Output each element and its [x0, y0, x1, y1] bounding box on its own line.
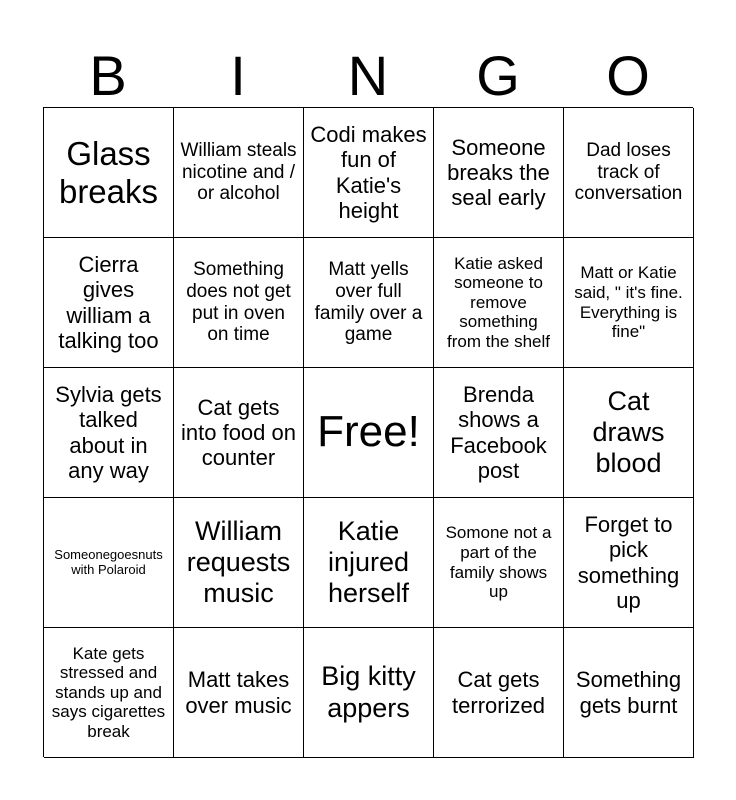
bingo-cell: Matt takes over music [174, 628, 304, 758]
bingo-cell: Big kitty appers [304, 628, 434, 758]
header-letter-b: B [89, 44, 127, 107]
header-letter-i: I [230, 44, 246, 107]
bingo-cell: Katie asked someone to remove something from the shelf [434, 238, 564, 368]
bingo-cell: Forget to pick something up [564, 498, 694, 628]
bingo-cell: Kate gets stressed and stands up and says cigarettes break [44, 628, 174, 758]
bingo-cell: Cat draws blood [564, 368, 694, 498]
header-letter-g: G [476, 44, 520, 107]
header-letter-n: N [347, 44, 389, 107]
bingo-cell: Glass breaks [44, 108, 174, 238]
bingo-cell: Brenda shows a Facebook post [434, 368, 564, 498]
bingo-cell: Something does not get put in oven on time [174, 238, 304, 368]
bingo-cell: Cierra gives william a talking too [44, 238, 174, 368]
bingo-cell: Matt or Katie said, " it's fine. Everything is fine" [564, 238, 694, 368]
bingo-cell: Dad loses track of conversation [564, 108, 694, 238]
header-letter-o: O [606, 44, 650, 107]
bingo-cell: Someonegoesnuts with Polaroid [44, 498, 174, 628]
bingo-cell: William requests music [174, 498, 304, 628]
bingo-header [43, 45, 693, 107]
bingo-cell: Someone breaks the seal early [434, 108, 564, 238]
bingo-cell: Cat gets into food on counter [174, 368, 304, 498]
bingo-cell: Matt yells over full family over a game [304, 238, 434, 368]
bingo-board [43, 107, 693, 757]
bingo-cell: Katie injured herself [304, 498, 434, 628]
bingo-cell: William steals nicotine and / or alcohol [174, 108, 304, 238]
bingo-cell: Cat gets terrorized [434, 628, 564, 758]
bingo-cell: Codi makes fun of Katie's height [304, 108, 434, 238]
bingo-cell: Something gets burnt [564, 628, 694, 758]
bingo-cell: Sylvia gets talked about in any way [44, 368, 174, 498]
free-space-cell: Free! [304, 368, 434, 498]
bingo-cell: Somone not a part of the family shows up [434, 498, 564, 628]
